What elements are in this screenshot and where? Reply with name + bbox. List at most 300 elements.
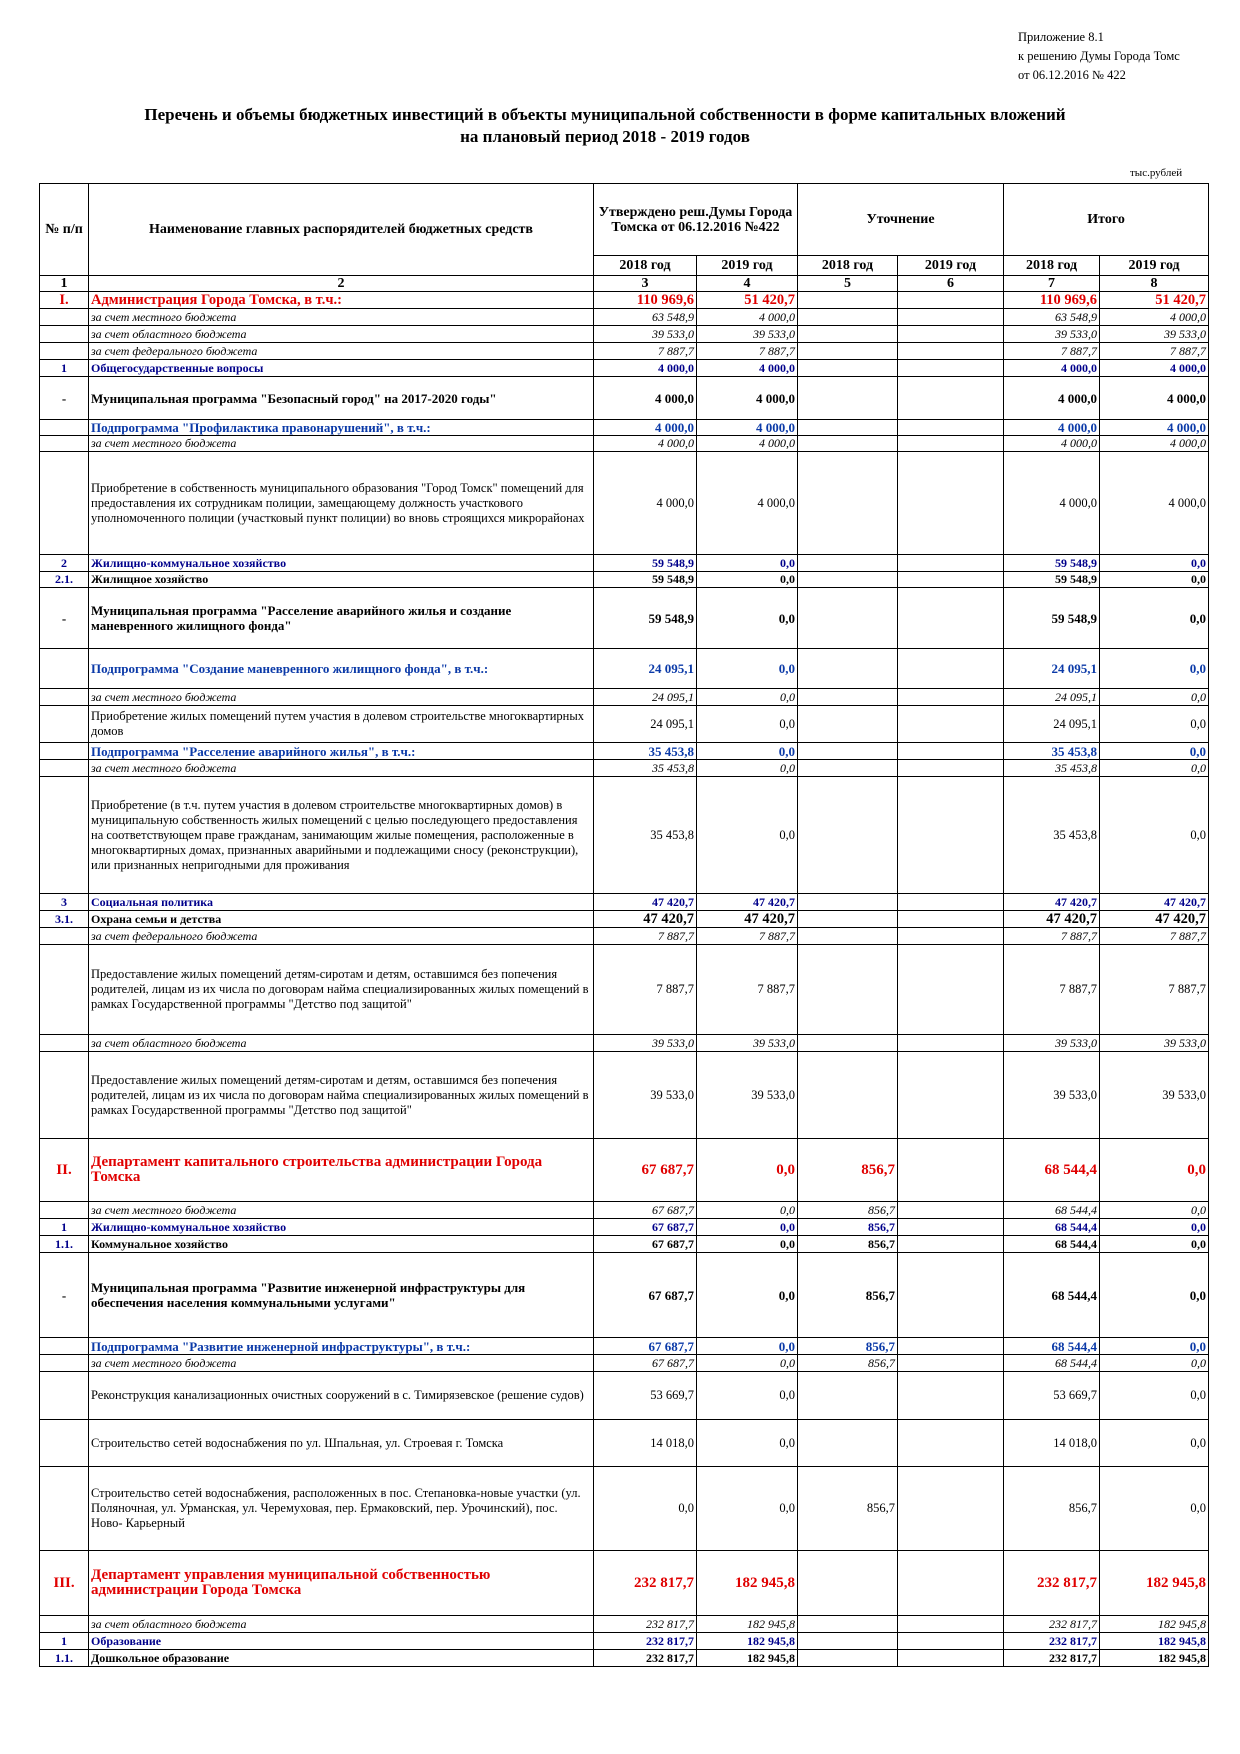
header-year: 2018 год: [798, 256, 898, 276]
row-number: [40, 343, 89, 360]
header-refinement: Уточнение: [798, 184, 1004, 256]
row-value: 0,0: [697, 1219, 798, 1236]
appendix-line: Приложение 8.1: [1018, 30, 1104, 44]
row-value: 35 453,8: [1004, 760, 1100, 777]
row-value: 0,0: [697, 1236, 798, 1253]
row-value: 4 000,0: [697, 377, 798, 420]
row-value: 59 548,9: [594, 555, 697, 572]
row-value: [898, 309, 1004, 326]
row-name: Подпрограмма "Создание маневренного жилищного фонда", в т.ч.:: [89, 649, 594, 689]
row-value: 59 548,9: [594, 588, 697, 649]
row-value: 67 687,7: [594, 1202, 697, 1219]
column-number: 5: [798, 276, 898, 292]
table-row: [40, 760, 1209, 777]
row-value: 4 000,0: [1100, 420, 1209, 436]
row-value: 35 453,8: [594, 760, 697, 777]
row-name: Подпрограмма "Профилактика правонарушений", в т.ч.:: [89, 420, 594, 436]
row-value: [898, 326, 1004, 343]
row-value: 68 544,4: [1004, 1253, 1100, 1338]
row-number: -: [40, 1253, 89, 1338]
row-value: [798, 1372, 898, 1420]
row-number: [40, 436, 89, 452]
row-number: [40, 777, 89, 894]
row-value: 35 453,8: [594, 743, 697, 760]
header-num: № п/п: [40, 184, 89, 276]
table-row: [40, 1236, 1209, 1253]
row-name: Жилищно-коммунальное хозяйство: [89, 1219, 594, 1236]
row-number: [40, 1420, 89, 1467]
row-name: за счет местного бюджета: [89, 436, 594, 452]
table-row: [40, 1372, 1209, 1420]
table-row: [40, 555, 1209, 572]
row-value: 4 000,0: [594, 420, 697, 436]
row-value: 0,0: [697, 777, 798, 894]
row-value: 0,0: [1100, 1372, 1209, 1420]
row-value: 232 817,7: [594, 1650, 697, 1667]
row-number: [40, 1035, 89, 1052]
table-row: [40, 377, 1209, 420]
row-value: [798, 1650, 898, 1667]
document-title: [60, 104, 1150, 148]
table-row: [40, 1035, 1209, 1052]
column-number: 3: [594, 276, 697, 292]
row-value: [798, 689, 898, 706]
row-value: [798, 377, 898, 420]
row-value: [798, 945, 898, 1035]
row-value: 856,7: [798, 1253, 898, 1338]
row-value: 39 533,0: [594, 1035, 697, 1052]
row-name: за счет местного бюджета: [89, 760, 594, 777]
row-value: 182 945,8: [1100, 1616, 1209, 1633]
row-value: 39 533,0: [1100, 326, 1209, 343]
row-value: [898, 588, 1004, 649]
row-value: 68 544,4: [1004, 1139, 1100, 1202]
row-value: 4 000,0: [594, 377, 697, 420]
row-number: [40, 760, 89, 777]
row-number: [40, 420, 89, 436]
row-value: 47 420,7: [1100, 911, 1209, 928]
table-row: [40, 1420, 1209, 1467]
row-value: [898, 1551, 1004, 1616]
row-value: 0,0: [697, 1139, 798, 1202]
table-row: [40, 436, 1209, 452]
row-value: 0,0: [697, 1372, 798, 1420]
row-value: [798, 309, 898, 326]
row-value: 7 887,7: [1004, 928, 1100, 945]
row-value: 67 687,7: [594, 1338, 697, 1355]
row-value: [898, 1650, 1004, 1667]
row-value: 4 000,0: [1100, 436, 1209, 452]
row-name: Подпрограмма "Расселение аварийного жилья", в т.ч.:: [89, 743, 594, 760]
row-value: 0,0: [697, 1420, 798, 1467]
row-value: 0,0: [1100, 555, 1209, 572]
row-name: Жилищно-коммунальное хозяйство: [89, 555, 594, 572]
row-value: [898, 1052, 1004, 1139]
row-value: 4 000,0: [697, 452, 798, 555]
row-value: 0,0: [1100, 1236, 1209, 1253]
row-value: 39 533,0: [594, 1052, 697, 1139]
row-value: 0,0: [697, 555, 798, 572]
table-row: [40, 1650, 1209, 1667]
investment-table: [39, 183, 1209, 1667]
row-value: [798, 436, 898, 452]
row-value: 47 420,7: [1004, 894, 1100, 911]
row-name: Предоставление жилых помещений детям-сиротам и детям, оставшимся без попечения родителей, лицам из их числа по договорам найма специализированных жилых помещений в рамках Государственной программы "Детство под защитой": [89, 945, 594, 1035]
row-value: 0,0: [1100, 649, 1209, 689]
row-number: 2.1.: [40, 572, 89, 588]
row-value: 110 969,6: [594, 292, 697, 309]
row-value: 59 548,9: [1004, 572, 1100, 588]
row-value: 232 817,7: [1004, 1650, 1100, 1667]
row-value: 856,7: [798, 1139, 898, 1202]
row-value: 24 095,1: [1004, 706, 1100, 743]
row-value: 232 817,7: [594, 1616, 697, 1633]
row-value: [898, 911, 1004, 928]
row-value: 232 817,7: [594, 1551, 697, 1616]
row-number: [40, 649, 89, 689]
table-body: [40, 292, 1209, 1667]
row-value: [898, 452, 1004, 555]
row-value: 67 687,7: [594, 1253, 697, 1338]
row-value: 24 095,1: [1004, 689, 1100, 706]
row-name: за счет местного бюджета: [89, 1202, 594, 1219]
row-value: 0,0: [1100, 1202, 1209, 1219]
row-number: [40, 309, 89, 326]
row-number: [40, 1202, 89, 1219]
row-value: 51 420,7: [697, 292, 798, 309]
row-value: 7 887,7: [1100, 343, 1209, 360]
row-value: 4 000,0: [594, 436, 697, 452]
row-value: 39 533,0: [697, 1035, 798, 1052]
row-value: 59 548,9: [594, 572, 697, 588]
row-value: 4 000,0: [1004, 377, 1100, 420]
row-name: за счет областного бюджета: [89, 326, 594, 343]
row-value: 35 453,8: [594, 777, 697, 894]
row-value: [798, 760, 898, 777]
header-year: 2019 год: [898, 256, 1004, 276]
row-number: 3.1.: [40, 911, 89, 928]
row-value: [798, 1420, 898, 1467]
row-value: 4 000,0: [1004, 452, 1100, 555]
row-value: 0,0: [1100, 689, 1209, 706]
row-value: 110 969,6: [1004, 292, 1100, 309]
column-number: 2: [89, 276, 594, 292]
header-name: Наименование главных распорядителей бюджетных средств: [89, 184, 594, 276]
table-row: [40, 894, 1209, 911]
row-value: 0,0: [697, 706, 798, 743]
row-name: Строительство сетей водоснабжения, расположенных в пос. Степановка-новые участки (ул. Поляночная, ул. Урманская, ул. Черемуховая, пер. Ермаковский, пер. Урочинский), пос. Ново- Карьерный: [89, 1467, 594, 1551]
column-number: 4: [697, 276, 798, 292]
row-name: Жилищное хозяйство: [89, 572, 594, 588]
row-value: 0,0: [1100, 706, 1209, 743]
row-value: [898, 343, 1004, 360]
row-value: [898, 436, 1004, 452]
row-value: 0,0: [1100, 743, 1209, 760]
row-value: 0,0: [1100, 1219, 1209, 1236]
row-value: [898, 1467, 1004, 1551]
table-row: [40, 777, 1209, 894]
row-value: [798, 572, 898, 588]
header-total: Итого: [1004, 184, 1209, 256]
row-number: III.: [40, 1551, 89, 1616]
row-name: за счет областного бюджета: [89, 1035, 594, 1052]
row-name: за счет местного бюджета: [89, 689, 594, 706]
row-value: 7 887,7: [1100, 945, 1209, 1035]
row-value: 24 095,1: [594, 706, 697, 743]
table-row: [40, 911, 1209, 928]
row-number: [40, 689, 89, 706]
row-name: Строительство сетей водоснабжения по ул. Шпальная, ул. Строевая г. Томска: [89, 1420, 594, 1467]
row-value: 63 548,9: [594, 309, 697, 326]
row-value: 182 945,8: [1100, 1633, 1209, 1650]
table-row: [40, 1616, 1209, 1633]
row-value: [898, 743, 1004, 760]
appendix-reference: [1018, 28, 1213, 85]
row-value: 39 533,0: [1004, 1035, 1100, 1052]
table-row: [40, 1202, 1209, 1219]
row-value: 0,0: [1100, 777, 1209, 894]
row-value: [798, 1551, 898, 1616]
row-value: 53 669,7: [1004, 1372, 1100, 1420]
row-value: 4 000,0: [594, 360, 697, 377]
table-row: [40, 1355, 1209, 1372]
row-value: 4 000,0: [697, 420, 798, 436]
row-value: 39 533,0: [1004, 326, 1100, 343]
row-value: [898, 706, 1004, 743]
row-number: [40, 706, 89, 743]
row-name: Подпрограмма "Развитие инженерной инфраструктуры", в т.ч.:: [89, 1338, 594, 1355]
row-value: [798, 343, 898, 360]
row-value: 182 945,8: [1100, 1551, 1209, 1616]
table-row: [40, 743, 1209, 760]
row-value: 0,0: [1100, 760, 1209, 777]
row-number: [40, 1616, 89, 1633]
table-row: [40, 588, 1209, 649]
row-value: [898, 377, 1004, 420]
row-value: 47 420,7: [1100, 894, 1209, 911]
row-value: 182 945,8: [1100, 1650, 1209, 1667]
row-value: 14 018,0: [594, 1420, 697, 1467]
row-value: 53 669,7: [594, 1372, 697, 1420]
row-value: 856,7: [798, 1236, 898, 1253]
row-value: 856,7: [1004, 1467, 1100, 1551]
row-number: [40, 1372, 89, 1420]
row-value: 59 548,9: [1004, 555, 1100, 572]
table-row: [40, 1253, 1209, 1338]
row-value: [898, 928, 1004, 945]
row-name: Муниципальная программа "Безопасный город" на 2017-2020 годы": [89, 377, 594, 420]
table-row: [40, 1338, 1209, 1355]
units-label: тыс.рублей: [1130, 167, 1183, 179]
column-number: 8: [1100, 276, 1209, 292]
row-value: 232 817,7: [1004, 1633, 1100, 1650]
row-value: [898, 689, 1004, 706]
row-number: [40, 326, 89, 343]
row-value: 7 887,7: [594, 343, 697, 360]
row-name: Департамент капитального строительства администрации Города Томска: [89, 1139, 594, 1202]
table-row: [40, 649, 1209, 689]
row-value: [898, 1219, 1004, 1236]
appendix-line: от 06.12.2016 № 422: [1018, 68, 1126, 82]
row-name: за счет областного бюджета: [89, 1616, 594, 1633]
row-value: 39 533,0: [697, 326, 798, 343]
column-number: 6: [898, 276, 1004, 292]
row-value: 0,0: [1100, 1355, 1209, 1372]
row-value: [898, 894, 1004, 911]
row-value: 67 687,7: [594, 1219, 697, 1236]
row-name: Приобретение жилых помещений путем участия в долевом строительстве многоквартирных домов: [89, 706, 594, 743]
row-name: Общегосударственные вопросы: [89, 360, 594, 377]
row-value: 67 687,7: [594, 1236, 697, 1253]
row-value: [898, 360, 1004, 377]
row-value: [798, 894, 898, 911]
row-value: 35 453,8: [1004, 777, 1100, 894]
row-value: 14 018,0: [1004, 1420, 1100, 1467]
row-value: 182 945,8: [697, 1616, 798, 1633]
row-value: [898, 420, 1004, 436]
row-number: [40, 1355, 89, 1372]
row-value: 7 887,7: [594, 945, 697, 1035]
table-row: [40, 1219, 1209, 1236]
row-value: [898, 1236, 1004, 1253]
row-value: 0,0: [1100, 1420, 1209, 1467]
row-value: [898, 1420, 1004, 1467]
row-name: Приобретение в собственность муниципального образования "Город Томск" помещений для предоставления их сотрудникам полиции, замещающему должность участкового уполномоченного полиции (участковый пункт полиции) во вновь строящихся микрорайонах: [89, 452, 594, 555]
row-value: 39 533,0: [697, 1052, 798, 1139]
row-value: [798, 555, 898, 572]
row-value: 0,0: [697, 649, 798, 689]
row-number: I.: [40, 292, 89, 309]
title-line: Перечень и объемы бюджетных инвестиций в объекты муниципальной собственности в форме капитальных вложений: [144, 105, 1066, 124]
row-value: 68 544,4: [1004, 1236, 1100, 1253]
table-row: [40, 689, 1209, 706]
row-value: 4 000,0: [1004, 436, 1100, 452]
row-value: 4 000,0: [697, 360, 798, 377]
row-value: 0,0: [1100, 572, 1209, 588]
column-number: 7: [1004, 276, 1100, 292]
table-row: [40, 1139, 1209, 1202]
table-row: [40, 945, 1209, 1035]
row-number: II.: [40, 1139, 89, 1202]
row-value: 4 000,0: [1100, 377, 1209, 420]
row-value: 4 000,0: [697, 436, 798, 452]
row-value: 7 887,7: [594, 928, 697, 945]
row-name: Образование: [89, 1633, 594, 1650]
row-value: 47 420,7: [594, 894, 697, 911]
table-row: [40, 1551, 1209, 1616]
row-value: 182 945,8: [697, 1551, 798, 1616]
row-value: 232 817,7: [1004, 1551, 1100, 1616]
row-value: [898, 649, 1004, 689]
row-value: [898, 1633, 1004, 1650]
row-value: 47 420,7: [594, 911, 697, 928]
row-value: [898, 1372, 1004, 1420]
row-value: 7 887,7: [1004, 343, 1100, 360]
row-value: 35 453,8: [1004, 743, 1100, 760]
row-number: [40, 1467, 89, 1551]
header-year: 2019 год: [697, 256, 798, 276]
row-value: 232 817,7: [594, 1633, 697, 1650]
table-row: [40, 1633, 1209, 1650]
row-value: 0,0: [697, 1355, 798, 1372]
row-value: 68 544,4: [1004, 1355, 1100, 1372]
row-value: 68 544,4: [1004, 1338, 1100, 1355]
table-row: [40, 292, 1209, 309]
row-number: 1: [40, 1633, 89, 1650]
row-value: [798, 1035, 898, 1052]
row-value: 0,0: [697, 572, 798, 588]
row-value: [898, 1253, 1004, 1338]
row-number: 1.1.: [40, 1236, 89, 1253]
row-name: Департамент управления муниципальной собственностью администрации Города Томска: [89, 1551, 594, 1616]
row-value: [898, 572, 1004, 588]
header-approved: Утверждено реш.Думы Города Томска от 06.12.2016 №422: [594, 184, 798, 256]
row-value: 24 095,1: [594, 689, 697, 706]
row-value: [798, 649, 898, 689]
row-value: 4 000,0: [697, 309, 798, 326]
header-year: 2019 год: [1100, 256, 1209, 276]
row-number: [40, 452, 89, 555]
row-value: [798, 292, 898, 309]
row-value: 0,0: [594, 1467, 697, 1551]
row-value: 24 095,1: [1004, 649, 1100, 689]
row-value: 39 533,0: [1004, 1052, 1100, 1139]
table-row: [40, 309, 1209, 326]
row-value: 4 000,0: [1004, 420, 1100, 436]
row-name: Приобретение (в т.ч. путем участия в долевом строительстве многоквартирных домов) в муниципальную собственность жилых помещений с целью последующего предоставления на соответствующем праве гражданам, занимающим жилые помещения, расположенные в многоквартирных домах, признанных аварийными и подлежащими сносу (реконструкции), или признанных непригодными для проживания: [89, 777, 594, 894]
row-value: 67 687,7: [594, 1355, 697, 1372]
row-value: 0,0: [697, 1467, 798, 1551]
row-value: [898, 1035, 1004, 1052]
row-number: 1: [40, 360, 89, 377]
table-row: [40, 343, 1209, 360]
row-number: -: [40, 377, 89, 420]
row-name: за счет местного бюджета: [89, 309, 594, 326]
column-number: 1: [40, 276, 89, 292]
row-value: 0,0: [1100, 1467, 1209, 1551]
row-value: [798, 452, 898, 555]
row-name: за счет федерального бюджета: [89, 343, 594, 360]
row-value: 39 533,0: [594, 326, 697, 343]
row-value: 7 887,7: [697, 928, 798, 945]
row-value: [898, 945, 1004, 1035]
table-row: [40, 420, 1209, 436]
row-value: 0,0: [697, 760, 798, 777]
row-value: 856,7: [798, 1219, 898, 1236]
row-name: Муниципальная программа "Развитие инженерной инфраструктуры для обеспечения населения коммунальными услугами": [89, 1253, 594, 1338]
row-value: 68 544,4: [1004, 1202, 1100, 1219]
row-value: 0,0: [697, 1253, 798, 1338]
row-number: [40, 928, 89, 945]
row-value: 4 000,0: [1100, 360, 1209, 377]
row-value: [898, 1202, 1004, 1219]
row-number: [40, 1052, 89, 1139]
row-value: 4 000,0: [594, 452, 697, 555]
row-value: 0,0: [697, 1338, 798, 1355]
row-value: 0,0: [1100, 588, 1209, 649]
row-value: 182 945,8: [697, 1650, 798, 1667]
row-value: [798, 1616, 898, 1633]
row-value: 39 533,0: [1100, 1052, 1209, 1139]
row-name: Социальная политика: [89, 894, 594, 911]
row-value: [898, 1355, 1004, 1372]
row-value: 182 945,8: [697, 1633, 798, 1650]
row-name: Администрация Города Томска, в т.ч.:: [89, 292, 594, 309]
row-value: 47 420,7: [697, 894, 798, 911]
table-row: [40, 572, 1209, 588]
table-row: [40, 326, 1209, 343]
row-value: [798, 1633, 898, 1650]
